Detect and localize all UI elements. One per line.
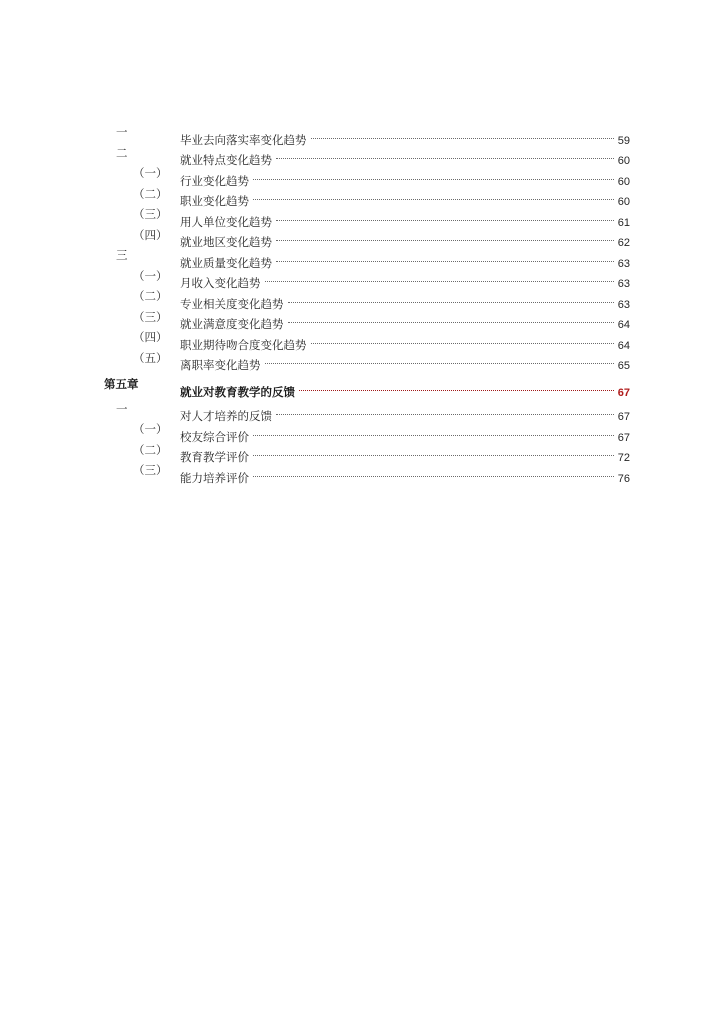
dot-leader: [253, 158, 614, 180]
toc-page-number: 60: [617, 196, 630, 208]
toc-entry-number: （五）: [133, 350, 168, 365]
dot-leader: [288, 302, 615, 324]
toc-entry-title: 校友综合评价: [180, 429, 249, 444]
toc-entry-number: （一）: [133, 422, 168, 436]
toc-page-number: 60: [617, 155, 630, 167]
toc-page-number: 67: [617, 411, 630, 423]
dot-leader: [276, 240, 614, 262]
toc-entry-title: 就业地区变化趋势: [180, 235, 272, 249]
toc-row[interactable]: [0, 460, 724, 485]
dot-leader: [253, 179, 614, 201]
toc-entry-title: 职业变化趋势: [180, 194, 249, 208]
toc-entry-number: （一）: [133, 166, 168, 180]
toc-entry-number: （二）: [133, 442, 168, 457]
toc-entry-title: 就业特点变化趋势: [180, 153, 272, 167]
dot-leader: [276, 199, 614, 221]
toc-entry-title: 对人才培养的反馈: [180, 409, 272, 423]
toc-entry-number: 二: [116, 145, 128, 160]
toc-chapter-row[interactable]: [0, 374, 724, 399]
dot-leader: [276, 394, 614, 416]
dot-leader: [253, 455, 614, 477]
toc-entry-number: （二）: [133, 289, 168, 303]
dot-leader: [265, 261, 615, 283]
toc-page-number: 63: [617, 278, 630, 290]
toc-page-number: 62: [617, 237, 630, 249]
toc-entry-number: 三: [116, 248, 128, 262]
toc-page-number: 63: [617, 257, 630, 270]
toc-page-number: 63: [617, 298, 630, 311]
toc-entry-number: （三）: [133, 309, 168, 324]
dot-leader: [311, 322, 615, 344]
toc-entry-number: （二）: [133, 186, 168, 201]
toc-entry-number: （四）: [133, 330, 168, 344]
toc-page-number: 65: [617, 360, 630, 372]
toc-entry-title: 职业期待吻合度变化趋势: [180, 337, 307, 352]
toc-entry-number: （一）: [133, 268, 168, 283]
toc-entry: [180, 460, 630, 489]
toc-page-number: 67: [617, 386, 630, 399]
toc-entry-title: 教育教学评价: [180, 450, 249, 464]
toc-entry-number: 第五章: [104, 377, 139, 391]
toc-page-number: 76: [617, 472, 630, 485]
toc-entry-title: 就业质量变化趋势: [180, 255, 272, 270]
toc-entry-title: 就业满意度变化趋势: [180, 317, 284, 331]
toc-page-number: 64: [617, 339, 630, 352]
dot-leader: [253, 435, 614, 457]
toc-page-number: 61: [617, 216, 630, 229]
toc-entry-title: 就业对教育教学的反馈: [180, 384, 295, 399]
toc-entry-title: 毕业去向落实率变化趋势: [180, 132, 307, 147]
toc-entry-title: 能力培养评价: [180, 470, 249, 485]
dot-leader: [253, 414, 614, 436]
toc-entry-title: 月收入变化趋势: [180, 276, 261, 290]
dot-leader: [276, 138, 614, 160]
toc-entry-number: （四）: [133, 227, 168, 242]
toc-page-number: 64: [617, 319, 630, 331]
toc-entry-title: 用人单位变化趋势: [180, 214, 272, 229]
toc-page-number: 72: [617, 452, 630, 464]
dot-leader: [276, 220, 614, 242]
toc-row[interactable]: [0, 348, 724, 372]
dot-leader: [265, 343, 615, 365]
toc-entry-title: 专业相关度变化趋势: [180, 296, 284, 311]
dot-leader: [311, 117, 615, 139]
dot-leader: [288, 281, 615, 303]
toc-page-number: 67: [617, 431, 630, 444]
table-of-contents: [0, 122, 724, 485]
toc-entry-number: 一: [116, 125, 128, 139]
toc-entry-number: 一: [116, 401, 128, 416]
toc-page-number: 60: [617, 175, 630, 188]
toc-page-number: 59: [617, 134, 630, 147]
toc-entry-title: 行业变化趋势: [180, 173, 249, 188]
dot-leader: [299, 369, 614, 391]
toc-entry-number: （三）: [133, 463, 168, 477]
toc-entry-number: （三）: [133, 207, 168, 221]
toc-entry-title: 离职率变化趋势: [180, 358, 261, 372]
